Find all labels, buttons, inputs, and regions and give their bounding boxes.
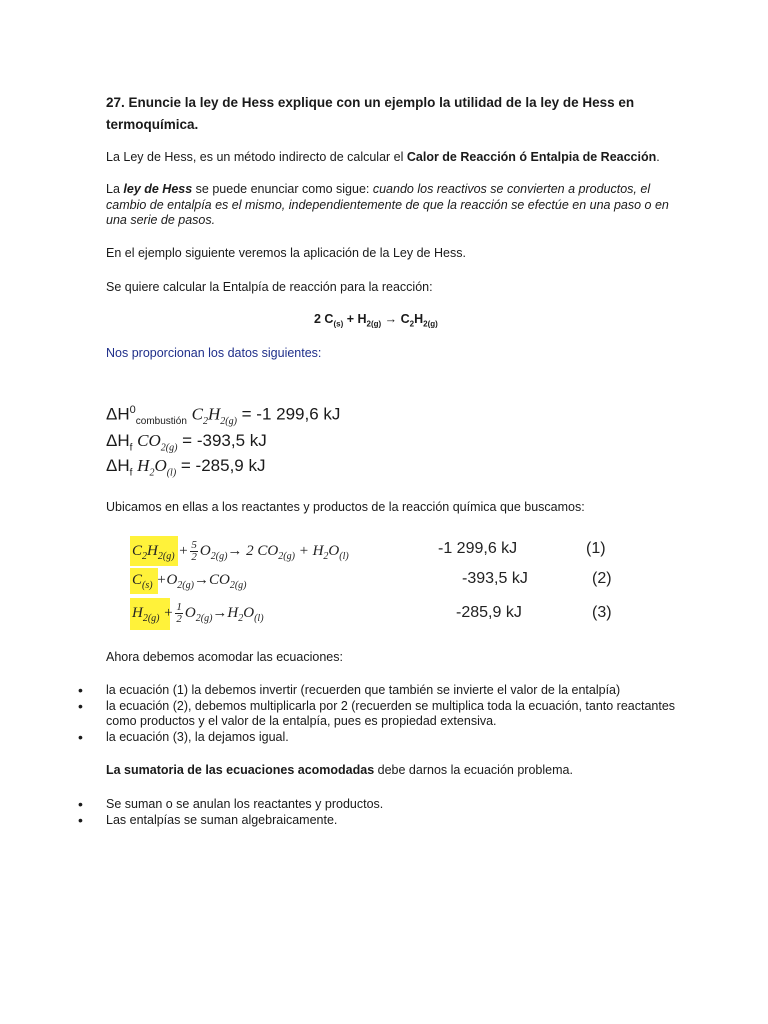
text: se puede enunciar como sigue:	[192, 182, 373, 196]
text: debe darnos la ecuación problema.	[374, 763, 573, 777]
list-item: • Se suman o se anulan los reactantes y productos.	[78, 797, 698, 813]
target-reaction: 2 $C_{(s)} + H_{2(g)} \to C_2H_{2(g)}$	[314, 312, 438, 329]
equation-number-3: (3)	[592, 604, 612, 621]
equation-1: $C_2H_{2(g)}$ + $\frac{5}{2}$ $O_{2(g)}\to 2$ $CO_{2(g)} + H_2O_{(l)}$	[132, 539, 349, 563]
paragraph-arrange: Ahora debemos acomodar las ecuaciones:	[106, 650, 343, 664]
list-item: • la ecuación (1) la debemos invertir (recuerden que también se invierte el valor de la entalpía)	[78, 683, 698, 699]
arrange-steps-list	[78, 683, 698, 745]
paragraph-statement	[106, 182, 686, 229]
text: La	[106, 182, 124, 196]
paragraph-example: En el ejemplo siguiente veremos la aplicación de la Ley de Hess.	[106, 246, 466, 260]
fraction-1-2: $\frac{1}{2}$	[176, 601, 182, 625]
text: La Ley de Hess, es un método indirecto de calcular el	[106, 150, 407, 164]
fraction-5-2: $\frac{5}{2}$	[191, 539, 197, 563]
equation-number-2: (2)	[592, 570, 612, 587]
enthalpy-3: -285,9 kJ	[456, 604, 522, 621]
enthalpy-2: -393,5 kJ	[462, 570, 528, 587]
equations-block	[130, 534, 630, 634]
data-line-1: $\Delta H^0_{combustión}$ $C_2H_{2(g)} = -1$ 299,6 kJ	[106, 404, 341, 428]
paragraph-calc: Se quiere calcular la Entalpía de reacción para la reacción:	[106, 280, 433, 294]
sum-rules-list	[78, 797, 698, 828]
list-item: • Las entalpías se suman algebraicamente.	[78, 813, 698, 829]
paragraph-sum	[106, 763, 573, 779]
question-title: 27. Enuncie la ley de Hess explique con un ejemplo la utilidad de la ley de Hess en termoquímica.	[106, 95, 635, 132]
paragraph-locate: Ubicamos en ellas a los reactantes y productos de la reacción química que buscamos:	[106, 500, 585, 514]
enthalpy-1: -1 299,6 kJ	[438, 540, 518, 557]
italic-statement: cuando los reactivos se convierten a productos, el cambio de entalpía es el mismo, independientemente de que la reacción se efectúe en una paso o en una serie de pasos.	[106, 182, 669, 227]
equation-2: $C_{(s)} +O_{2(g)}\to CO_{2(g)}$	[132, 572, 247, 591]
equation-number-1: (1)	[586, 540, 606, 557]
equation-3: $H_{2(g)}$ + $\frac{1}{2}$ $O_{2(g)}\to H_2O_{(l)}$	[132, 601, 264, 625]
paragraph-definition	[106, 150, 686, 166]
data-line-2: $\Delta H_f$ $CO_{2(g)} = -393,5$ kJ	[106, 431, 267, 454]
text: .	[656, 150, 660, 164]
list-item: • la ecuación (3), la dejamos igual.	[78, 730, 698, 746]
data-line-3: $\Delta H_f$ $H_2O_{(l)} = -285,9$ kJ	[106, 456, 266, 479]
data-intro: Nos proporcionan los datos siguientes:	[106, 346, 322, 360]
bold-italic-term: ley de Hess	[123, 182, 193, 196]
list-item: • la ecuación (2), debemos multiplicarla por 2 (recuerden se multiplica toda la ecuación, tanto reactantes como productos y el valor de la entalpía, pues es propiedad extensiva.	[78, 699, 698, 730]
bold-term: Calor de Reacción ó Entalpia de Reacción	[406, 150, 657, 164]
bold-term: La sumatoria de las ecuaciones acomodadas	[106, 763, 375, 777]
